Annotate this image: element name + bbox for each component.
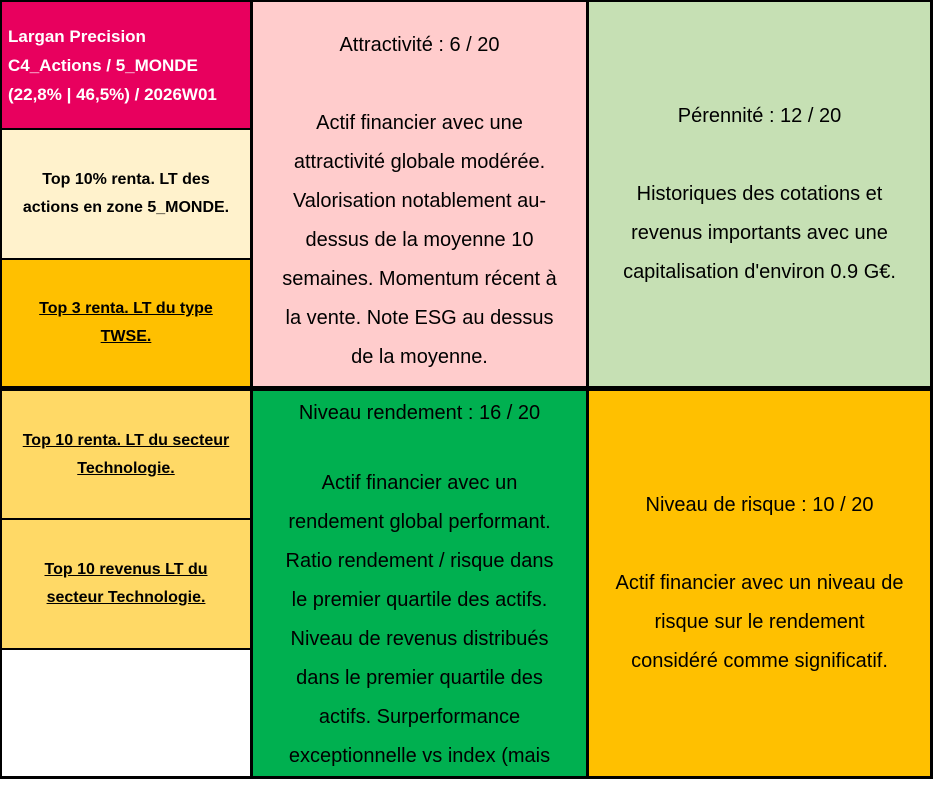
perennite-cell <box>589 2 930 386</box>
rendement-line: actifs. Surperformance <box>318 706 521 728</box>
rendement-line: Actif financier avec un <box>321 472 518 494</box>
attractivite-line: de la moyenne. <box>351 346 488 368</box>
rendement-line: dans le premier quartile des <box>296 667 543 689</box>
rendement-line: le premier quartile des actifs. <box>291 589 548 611</box>
rendement-line: Niveau de revenus distribués <box>290 628 549 650</box>
ranking-type-cell[interactable] <box>2 260 250 386</box>
attractivite-line: Actif financier avec une <box>316 112 523 134</box>
ranking-line[interactable]: TWSE. <box>100 328 152 345</box>
ranking-line[interactable]: secteur Technologie. <box>46 589 206 606</box>
risque-line: considéré comme significatif. <box>631 650 888 672</box>
attractivite-line: semaines. Momentum récent à <box>282 268 557 290</box>
ranking-line[interactable]: Top 10 renta. LT du secteur <box>22 431 230 449</box>
risque-cell <box>589 391 930 776</box>
ranking-line: actions en zone 5_MONDE. <box>22 199 230 216</box>
risque-title: Niveau de risque : 10 / 20 <box>645 494 874 516</box>
rendement-cell <box>253 391 586 776</box>
perennite-line: Historiques des cotations et <box>636 182 883 205</box>
ticker-stats: (22,8% | 46,5%) / 2026W01 <box>8 84 217 104</box>
rendement-title: Niveau rendement : 16 / 20 <box>298 402 541 424</box>
empty-cell <box>2 650 250 776</box>
attractivite-line: attractivité globale modérée. <box>293 151 546 173</box>
attractivite-line: dessus de la moyenne 10 <box>305 229 534 251</box>
attractivite-line: la vente. Note ESG au dessus <box>285 307 554 329</box>
rendement-line: Ratio rendement / risque dans <box>285 550 554 572</box>
ranking-line[interactable]: Top 10 revenus LT du <box>44 561 208 578</box>
perennite-title: Pérennité : 12 / 20 <box>677 104 842 127</box>
perennite-line: capitalisation d'environ 0.9 G€. <box>623 260 896 283</box>
ticker-classification: C4_Actions / 5_MONDE <box>8 55 198 75</box>
ticker-name: Largan Precision <box>8 26 146 46</box>
ranking-revenue-cell[interactable] <box>2 520 250 648</box>
ranking-sector-cell[interactable] <box>2 391 250 518</box>
attractivite-line: Valorisation notablement au- <box>292 190 547 212</box>
rendement-line: exceptionnelle vs index (mais <box>288 745 551 767</box>
ranking-zone-cell <box>2 130 250 258</box>
ranking-line[interactable]: Technologie. <box>77 459 175 477</box>
ranking-line[interactable]: Top 3 renta. LT du type <box>39 300 213 317</box>
risque-line: Actif financier avec un niveau de <box>615 572 904 594</box>
risque-line: risque sur le rendement <box>654 611 865 633</box>
rendement-line: rendement global performant. <box>288 511 551 533</box>
attractivite-title: Attractivité : 6 / 20 <box>339 34 500 56</box>
attractivite-cell <box>253 2 586 386</box>
ranking-line: Top 10% renta. LT des <box>42 171 210 188</box>
perennite-line: revenus importants avec une <box>631 221 888 244</box>
ticker-cell <box>2 2 250 128</box>
